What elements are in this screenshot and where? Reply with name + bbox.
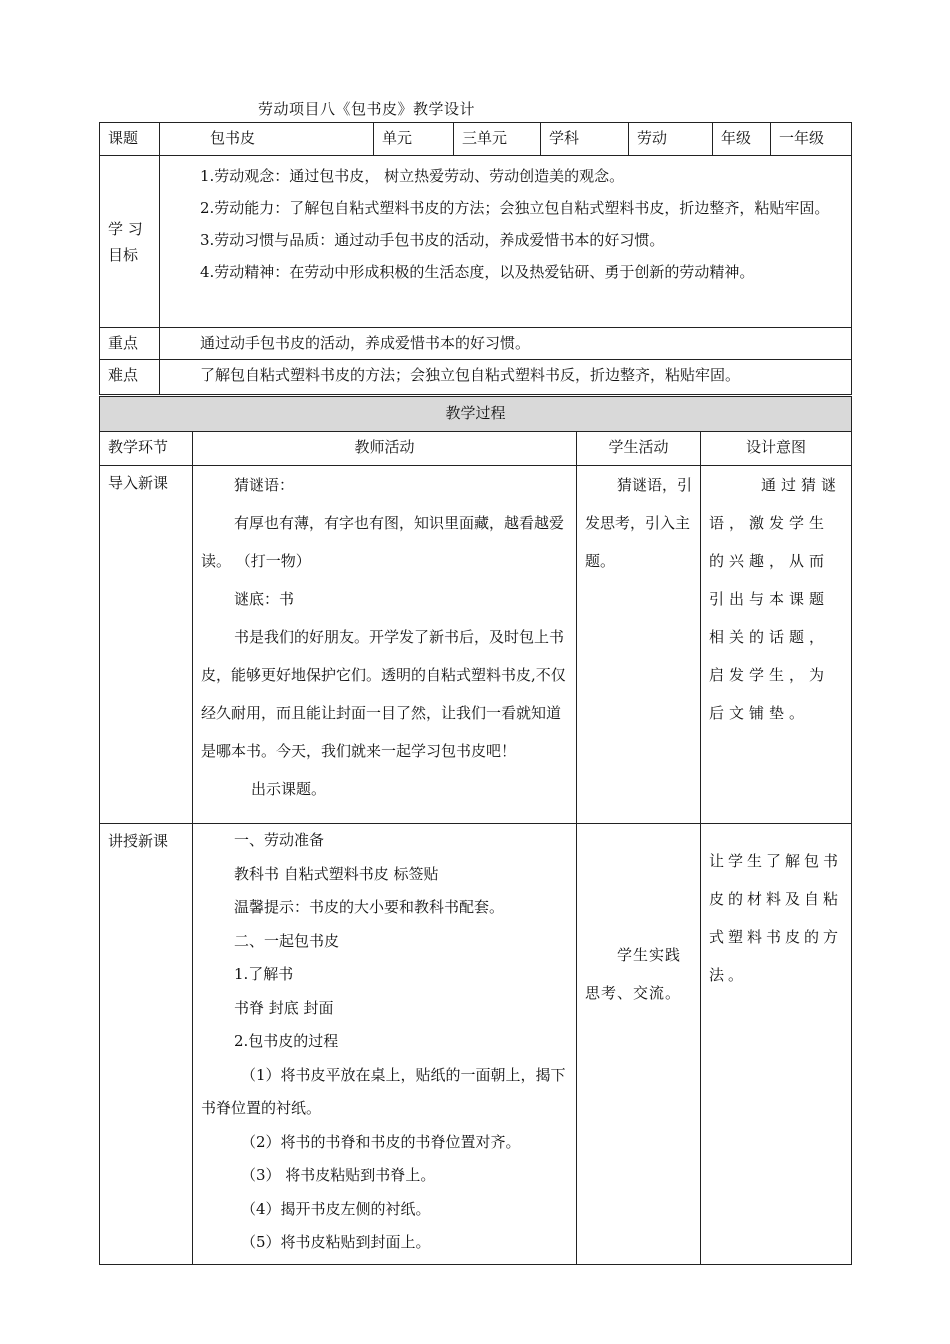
process-heading: 教学过程 (100, 397, 852, 432)
process-row-intro (100, 466, 852, 824)
student-activity-cell: 学生实践思考、交流。 (577, 824, 701, 1265)
subject-label: 学科 (541, 123, 629, 156)
teacher-line: 1.了解书 (234, 965, 294, 983)
topic-label: 课题 (100, 123, 160, 156)
teacher-line: 一、劳动准备 (234, 831, 325, 849)
teacher-line: 书脊 封底 封面 (234, 998, 334, 1017)
key-point-label: 重点 (100, 328, 160, 360)
unit-value: 三单元 (454, 123, 541, 156)
teacher-activity-cell (193, 824, 577, 1265)
objectives-list (160, 156, 852, 328)
topic-value: 包书皮 (160, 123, 374, 156)
stage-cell: 导入新课 (100, 466, 193, 824)
column-header-intent: 设计意图 (701, 432, 852, 466)
column-header-teacher: 教师活动 (193, 432, 577, 466)
teacher-line: （4）揭开书皮左侧的衬纸。 (241, 1199, 431, 1218)
teacher-line: （3） 将书皮粘贴到书脊上。 (241, 1166, 436, 1184)
teacher-line: （5）将书皮粘贴到封面上。 (241, 1233, 431, 1251)
grade-value: 一年级 (771, 123, 852, 156)
unit-label: 单元 (374, 123, 454, 156)
objective-item: 2.劳动能力：了解包自粘式塑料书皮的方法；会独立包自粘式塑料书皮，折边整齐，粘贴牢固。 (200, 199, 830, 217)
column-header-student: 学生活动 (577, 432, 701, 466)
objective-item: 3.劳动习惯与品质：通过动手包书皮的活动，养成爱惜书本的好习惯。 (200, 231, 665, 249)
teacher-line: 书是我们的好朋友。开学发了新书后，及时包上书皮，能够更好地保护它们。透明的自粘式塑料书皮,不仅经久耐用，而且能让封面一目了然，让我们一看就知道是哪本书。今天，我们就来一起学习包书皮吧！ (201, 628, 566, 760)
teacher-line: （2）将书的书脊和书皮的书脊位置对齐。 (241, 1132, 521, 1151)
objective-item: 1.劳动观念：通过包书皮， 树立热爱劳动、劳动创造美的观念。 (200, 167, 625, 185)
design-intent-cell: 让学生了解包书皮的材料及自粘式塑料书皮的方法。 (701, 824, 852, 1265)
stage-cell: 讲授新课 (100, 824, 193, 1265)
student-activity-cell: 猜谜语，引发思考，引入主题。 (577, 466, 701, 824)
objectives-label-line2: 目标 (108, 245, 139, 264)
overview-table (99, 122, 852, 395)
teacher-line: （1）将书皮平放在桌上，贴纸的一面朝上，揭下书脊位置的衬纸。 (201, 1065, 566, 1117)
objective-item: 4.劳动精神：在劳动中形成积极的生活态度，以及热爱钻研、勇于创新的劳动精神。 (200, 263, 755, 281)
difficulty-text: 了解包自粘式塑料书皮的方法；会独立包自粘式塑料书反，折边整齐，粘贴牢固。 (160, 360, 852, 395)
process-column-header-row (100, 432, 852, 466)
teacher-line: 猜谜语： (234, 476, 295, 494)
process-row-lesson (100, 824, 852, 1265)
objectives-label (100, 156, 160, 328)
header-row (100, 123, 852, 156)
teacher-activity-cell (193, 466, 577, 824)
objectives-row (100, 156, 852, 328)
document-title: 劳动项目八《包书皮》教学设计 (258, 100, 476, 118)
design-intent-cell: 通过猜谜语，激发学生的兴趣，从而引出与本课题相关的话题，启发学生，为后文铺垫。 (701, 466, 852, 824)
teacher-line: 2.包书皮的过程 (234, 1032, 339, 1050)
column-header-stage: 教学环节 (100, 432, 193, 466)
teacher-line: 有厚也有薄，有字也有图，知识里面藏，越看越爱读。 （打一物） (201, 514, 565, 570)
subject-value: 劳动 (629, 123, 713, 156)
objectives-label-line1: 学 习 (108, 219, 143, 238)
teacher-line: 温馨提示：书皮的大小要和教科书配套。 (234, 898, 505, 916)
key-point-text: 通过动手包书皮的活动，养成爱惜书本的好习惯。 (160, 328, 852, 360)
teacher-line: 二、一起包书皮 (234, 931, 340, 950)
grade-label: 年级 (713, 123, 771, 156)
teacher-line: 教科书 自粘式塑料书皮 标签贴 (234, 864, 439, 883)
teacher-line: 出示课题。 (251, 780, 327, 798)
difficulty-label: 难点 (100, 360, 160, 395)
process-heading-row (100, 397, 852, 432)
process-table (99, 396, 852, 1265)
key-point-row (100, 328, 852, 360)
difficulty-row (100, 360, 852, 395)
teacher-line: 谜底：书 (234, 590, 295, 608)
